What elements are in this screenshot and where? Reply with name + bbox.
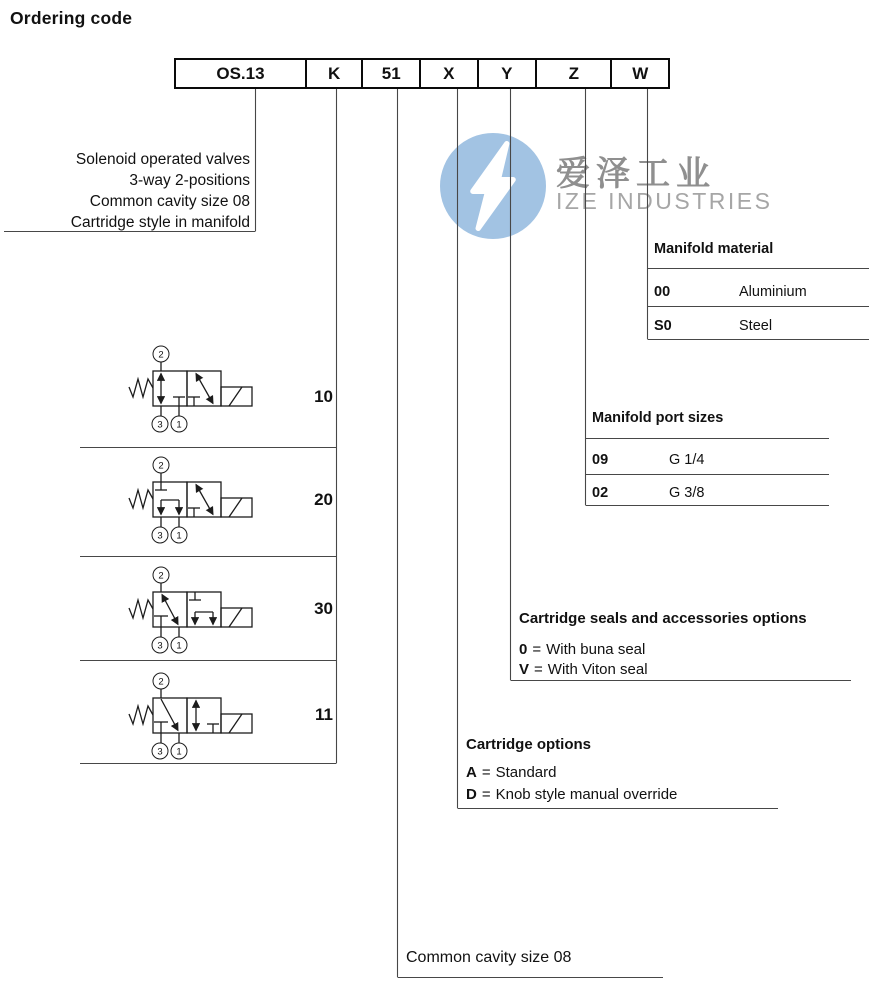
option-code: 00 bbox=[654, 284, 671, 300]
solenoid-icon bbox=[221, 387, 252, 406]
port-label: 2 bbox=[158, 349, 164, 361]
option-code: S0 bbox=[654, 318, 672, 334]
spring-icon bbox=[129, 379, 153, 397]
series-line: 3-way 2-positions bbox=[129, 172, 250, 189]
spring-icon bbox=[129, 490, 153, 508]
watermark-latin-text: IZE INDUSTRIES bbox=[556, 188, 773, 214]
option-code: 0 bbox=[519, 641, 528, 658]
solenoid-icon bbox=[221, 608, 252, 627]
option-label: With Viton seal bbox=[547, 661, 648, 678]
equals-sign: = bbox=[481, 786, 491, 803]
option-code: A bbox=[466, 764, 477, 781]
port-label: 2 bbox=[158, 570, 164, 582]
table-row bbox=[654, 284, 807, 300]
port-label: 3 bbox=[157, 419, 163, 431]
port-label: 1 bbox=[176, 640, 182, 652]
port-label: 3 bbox=[157, 530, 163, 542]
valve-symbol-30 bbox=[118, 556, 268, 656]
option-code: 02 bbox=[592, 485, 609, 501]
option-label: Aluminium bbox=[739, 284, 807, 300]
port-label: 3 bbox=[157, 746, 163, 758]
code-box-w: W bbox=[610, 60, 668, 87]
solenoid-icon bbox=[221, 498, 252, 517]
code-box-x: X bbox=[419, 60, 477, 87]
series-line: Common cavity size 08 bbox=[89, 193, 250, 210]
port-label: 1 bbox=[176, 419, 182, 431]
manifold-material-title: Manifold material bbox=[654, 241, 774, 257]
series-line: Cartridge style in manifold bbox=[70, 214, 250, 231]
cartridge-seals-title: Cartridge seals and accessories options bbox=[519, 610, 807, 627]
option-label: Knob style manual override bbox=[495, 786, 678, 803]
table-row bbox=[466, 764, 557, 781]
table-row bbox=[519, 661, 648, 678]
valve-symbol-11 bbox=[118, 662, 268, 762]
equals-sign: = bbox=[534, 661, 543, 678]
table-row bbox=[654, 318, 772, 334]
series-line: Solenoid operated valves bbox=[75, 151, 250, 168]
code-box-z: Z bbox=[535, 60, 610, 87]
option-code: V bbox=[519, 661, 530, 678]
table-row bbox=[466, 786, 677, 803]
ordering-code-boxes bbox=[174, 58, 670, 89]
series-description bbox=[2, 149, 250, 233]
option-label: G 3/8 bbox=[669, 485, 705, 501]
code-box-model: OS.13 bbox=[216, 63, 265, 83]
table-row bbox=[592, 485, 704, 501]
option-label: Steel bbox=[739, 318, 773, 334]
valve-symbol-20 bbox=[118, 446, 268, 546]
cavity-note: Common cavity size 08 bbox=[406, 949, 572, 966]
page-title: Ordering code bbox=[10, 8, 133, 28]
option-label: Standard bbox=[495, 764, 557, 781]
equals-sign: = bbox=[481, 764, 491, 781]
port-label: 3 bbox=[157, 640, 163, 652]
spool-code-30: 30 bbox=[314, 599, 333, 618]
manifold-port-sizes-title: Manifold port sizes bbox=[592, 410, 724, 426]
port-label: 1 bbox=[176, 746, 182, 758]
port-label: 2 bbox=[158, 676, 164, 688]
valve-symbol-10 bbox=[118, 335, 268, 435]
table-row bbox=[592, 452, 704, 468]
code-box-y: Y bbox=[477, 60, 536, 87]
option-label: With buna seal bbox=[546, 641, 646, 658]
port-label: 2 bbox=[158, 460, 164, 472]
table-row bbox=[519, 641, 645, 658]
spring-icon bbox=[129, 600, 153, 618]
watermark-chinese-text: 爱泽工业 bbox=[556, 155, 716, 193]
spool-code-11: 11 bbox=[315, 705, 333, 724]
option-code: D bbox=[466, 786, 477, 803]
equals-sign: = bbox=[532, 641, 542, 658]
code-box-cavity: 51 bbox=[361, 60, 419, 87]
option-code: 09 bbox=[592, 452, 609, 468]
spring-icon bbox=[129, 706, 153, 724]
spool-code-20: 20 bbox=[314, 490, 333, 509]
cartridge-options-title: Cartridge options bbox=[466, 736, 592, 753]
solenoid-icon bbox=[221, 714, 252, 733]
port-label: 1 bbox=[176, 530, 182, 542]
option-label: G 1/4 bbox=[669, 452, 705, 468]
spool-code-10: 10 bbox=[314, 387, 333, 406]
code-box-spool: K bbox=[305, 60, 362, 87]
